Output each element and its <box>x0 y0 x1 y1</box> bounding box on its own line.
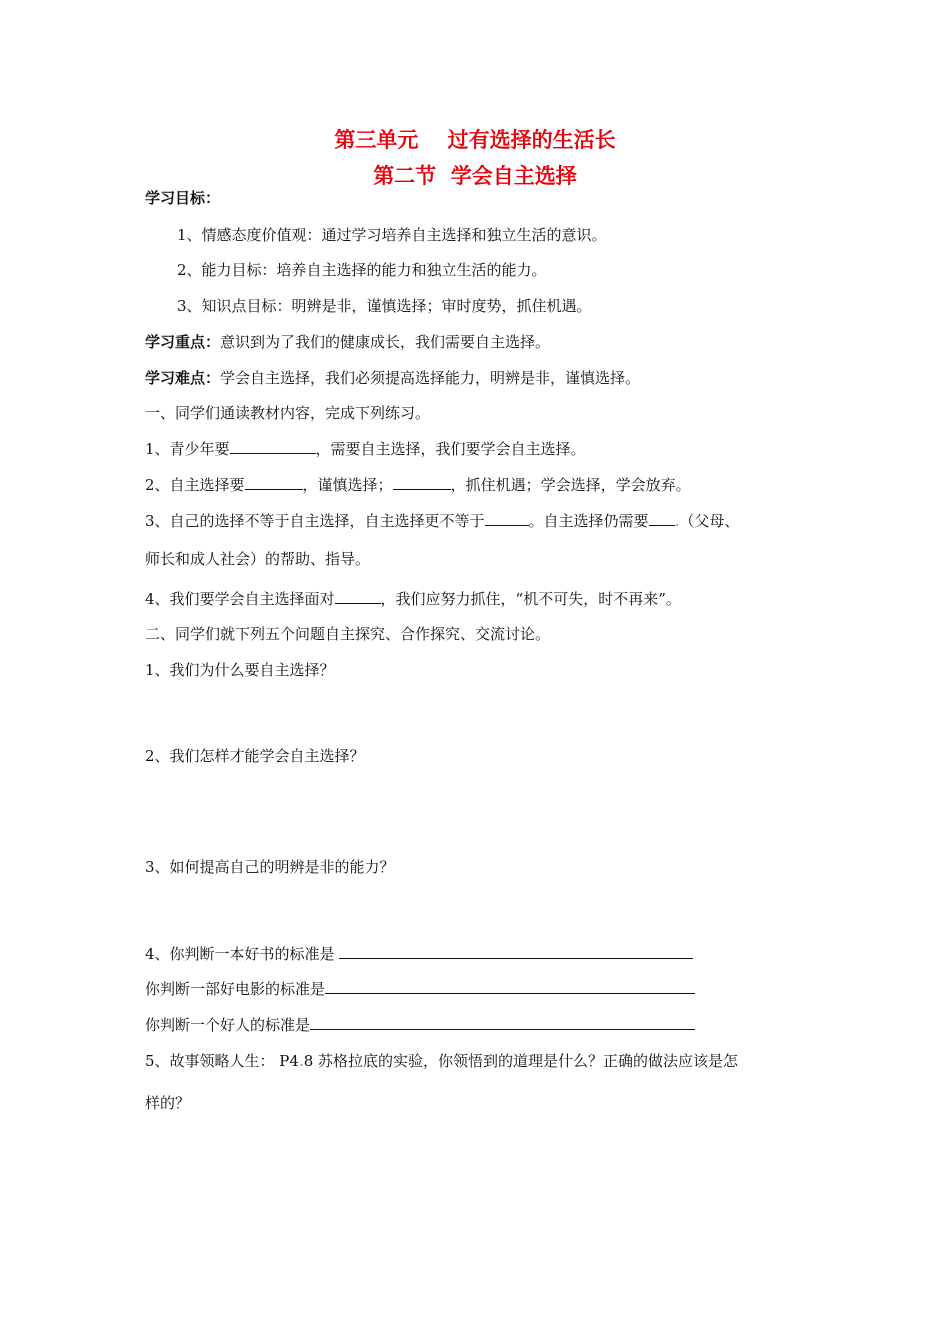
key-point-label: 学习重点： <box>145 333 221 351</box>
question-text: ，我们应努力抓住，“机不可失，时不再来”。 <box>380 590 681 608</box>
question-text: 你判断一部好电影的标准是 <box>145 980 326 998</box>
question-text: （父母、 <box>679 512 740 530</box>
question-text: 4、你判断一本好书的标准是 <box>145 945 340 963</box>
part1-question-3-cont: 师长和成人社会）的帮助、指导。 <box>145 550 371 568</box>
question-text: 3、自己的选择不等于自主选择，自主选择更不等于 <box>145 512 485 530</box>
part2-question-5-cont: 样的？ <box>145 1094 191 1112</box>
objective-item-3: 3、知识点目标：明辨是非，谨慎选择；审时度势，抓住机遇。 <box>177 297 592 315</box>
objective-item-2: 2、能力目标：培养自主选择的能力和独立生活的能力。 <box>177 261 547 279</box>
difficulty-label: 学习难点： <box>145 369 221 387</box>
key-point <box>145 332 550 352</box>
answer-blank[interactable] <box>649 511 675 526</box>
question-text: 你判断一个好人的标准是 <box>145 1016 311 1034</box>
stray-dot: . <box>298 1052 304 1070</box>
difficulty <box>145 368 640 388</box>
question-text: 1、青少年要 <box>145 440 230 458</box>
part2-heading: 二、同学们就下列五个问题自主探究、合作探究、交流讨论。 <box>145 625 551 643</box>
stray-dot: . <box>674 512 680 530</box>
answer-blank[interactable] <box>339 944 693 959</box>
answer-blank[interactable] <box>310 1015 695 1030</box>
question-text: 4、我们要学会自主选择面对 <box>145 590 335 608</box>
unit-title: 第三单元 过有选择的生活长 <box>334 128 616 152</box>
question-text: ，抓住机遇；学会选择，学会放弃。 <box>450 476 691 494</box>
difficulty-text: 学会自主选择，我们必须提高选择能力，明辨是非，谨慎选择。 <box>220 369 641 387</box>
part2-question-1: 1、我们为什么要自主选择？ <box>145 661 335 679</box>
answer-blank[interactable] <box>393 475 451 490</box>
question-text: ，谨慎选择； <box>302 476 393 494</box>
part2-question-4c <box>145 1015 695 1035</box>
question-text: ，需要自主选择，我们要学会自主选择。 <box>315 440 586 458</box>
question-text: 。自主选择仍需要 <box>528 512 649 530</box>
part1-heading: 一、同学们通读教材内容，完成下列练习。 <box>145 404 431 422</box>
part2-question-4b <box>145 979 695 999</box>
part2-question-4a <box>145 944 693 964</box>
part1-question-1 <box>145 439 586 459</box>
part2-question-2: 2、我们怎样才能学会自主选择？ <box>145 747 365 765</box>
question-text: 5、故事领略人生： P4 <box>145 1052 299 1070</box>
question-text: 8 苏格拉底的实验，你领悟到的道理是什么？正确的做法应该是怎 <box>303 1052 739 1070</box>
part1-question-2 <box>145 475 691 495</box>
section-title: 第二节 学会自主选择 <box>373 164 577 188</box>
part2-question-5 <box>145 1051 738 1071</box>
part2-question-3: 3、如何提高自己的明辨是非的能力？ <box>145 858 395 876</box>
answer-blank[interactable] <box>485 511 529 526</box>
answer-blank[interactable] <box>230 439 316 454</box>
part1-question-4 <box>145 589 681 609</box>
objective-item-1: 1、情感态度价值观：通过学习培养自主选择和独立生活的意识。 <box>177 226 607 244</box>
answer-blank[interactable] <box>325 979 695 994</box>
part1-question-3 <box>145 511 739 531</box>
answer-blank[interactable] <box>335 589 381 604</box>
key-point-text: 意识到为了我们的健康成长，我们需要自主选择。 <box>220 333 551 351</box>
question-text: 2、自主选择要 <box>145 476 245 494</box>
objectives-heading: 学习目标： <box>145 189 221 207</box>
answer-blank[interactable] <box>245 475 303 490</box>
